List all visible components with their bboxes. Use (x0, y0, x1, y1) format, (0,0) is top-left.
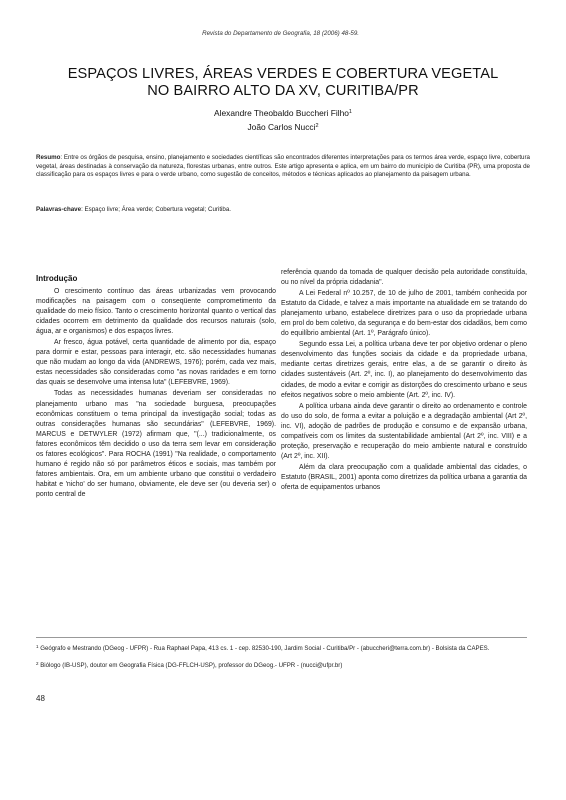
title-line-2: NO BAIRRO ALTO DA XV, CURITIBA/PR (147, 83, 419, 99)
keywords-label: Palavras-chave (36, 206, 82, 213)
paragraph-continuation: referência quando da tomada de qualquer decisão pela autoridade constituída, ou no nível da própria cidadania". (281, 269, 527, 287)
author-2 (40, 120, 526, 134)
paragraph: A política urbana ainda deve garantir o direito ao ordenamento e controle do uso do solo, de forma a evitar a poluição e a degradação ambiental (Art 2º, inc. VI), adoção de padrões de produção e consumo e de expansão urbana, compatíveis com os limites da sustentabilidade ambiental (Art 2º, inc. VIII) e a proteção, preservação e recuperação do meio ambiente natural e construído (Art 2º, inc. XII). (281, 402, 527, 460)
footnote-mark: 1 (36, 644, 39, 649)
article-title (40, 66, 526, 100)
abstract-text: : Entre os órgãos de pesquisa, ensino, planejamento e sociedades científicas são encontrados diferentes interpretações para os termos área verde, espaço livre, cobertura vegetal, áreas destinadas à conservação da natureza, florestas urbanas, entre outros. Este artigo apresenta e aplica, em um bairro do município de Curitiba (PR), uma proposta de classificação para os espaços livres e para o verde urbano, como sugestão de conceitos, métodos e técnicas aplicados ao planejamento da paisagem urbana. (36, 154, 530, 179)
section-heading: Introdução (36, 274, 78, 283)
author-list (40, 106, 526, 134)
keywords-text: : Espaço livre; Área verde; Cobertura vegetal; Curitiba. (81, 206, 232, 213)
abstract (36, 154, 530, 180)
author-1 (40, 106, 526, 120)
author-footnote-mark: 2 (315, 123, 319, 129)
right-column (281, 268, 527, 494)
journal-header: Revista do Departamento de Geografia, 18 (2006) 48-59. (202, 30, 359, 37)
paragraph: A Lei Federal nº 10.257, de 10 de julho de 2001, também conhecida por Estatuto da Cidade, e talvez a mais importante na atualidade em se tratando do planejamento urbano, estabelece diretrizes para o uso da propriedade urbana em prol do bem coletivo, da segurança e do bem-estar dos cidadãos, bem como do equilíbrio ambiental (Art. 1º, Parágrafo único). (281, 290, 527, 338)
page-number: 48 (36, 694, 45, 703)
paragraph: O crescimento contínuo das áreas urbanizadas vem provocando modificações na paisagem com o conseqüente comprometimento da qualidade do meio físico. Tanto o crescimento horizontal quanto o vertical das cidades ocorrem em detrimento da qualidade dos recursos naturais (solo, água, ar e organismos) e dos espaços livres. (36, 288, 276, 336)
footnote-2 (36, 659, 527, 670)
abstract-label: Resumo (36, 154, 61, 161)
paragraph: Além da clara preocupação com a qualidade ambiental das cidades, o Estatuto (BRASIL, 2001) aponta como diretrizes da política urbana a garantia da oferta de equipamentos urbanos (281, 463, 527, 491)
paragraph: Ar fresco, água potável, certa quantidade de alimento por dia, espaço para dormir e estar, pessoas para interagir, etc. são necessidades humanas que não mudam ao longo da vida (ANDREWS, 1976); porém, cada vez mais, estas necessidades são consideradas como "as novas raridades e em torno das quais se desenvolve uma intensa luta" (LEFEBVRE, 1969). (36, 339, 276, 387)
keywords (36, 206, 530, 214)
title-line-1: ESPAÇOS LIVRES, ÁREAS VERDES E COBERTURA VEGETAL (67, 66, 499, 82)
author-name: Alexandre Theobaldo Buccheri Filho (214, 108, 349, 118)
paragraph: Segundo essa Lei, a política urbana deve ter por objetivo ordenar o pleno desenvolvimento das funções sociais da cidade e da propriedade urbana, mediante certas diretrizes gerais, entre elas, a de se garantir o direito às cidades sustentáveis (Art. 2º, inc. I), ao planejamento do desenvolvimento das cidades, de modo a evitar e corrigir as distorções do crescimento urbano e seus efeitos negativos sobre o meio ambiente (Art. 2º, inc. IV). (281, 341, 527, 399)
footnote-mark: 2 (36, 661, 39, 666)
paragraph: Todas as necessidades humanas deveriam ser consideradas no planejamento urbano mas "na sociedade burguesa, preocupações econômicas constituem o tema principal da investigação social; todas as outras considerações humanas são secundárias" (LEFEBVRE, 1969). MARCUS e DETWYLER (1972) afirmam que, "(...) tradicionalmente, os fatores econômicos têm decidido o uso da terra sem levar em consideração os fatores ecológicos". Para ROCHA (1991) "Na realidade, o comportamento humano é regido não só por parâmetros éticos e sociais, mas também por fatores ambientais. Ora, em um ambiente urbano que constitui o verdadeiro habitat e 'nicho' do ser humano, obviamente, ele deve ser (ou deveria ser) o ponto central de (36, 390, 276, 498)
footnote-text: Biólogo (IB-USP), doutor em Geografia Física (DG-FFLCH-USP), professor do DGeog.- UFPR - (nucci@ufpr.br) (38, 662, 343, 669)
footnote-divider (36, 637, 527, 638)
footnotes (36, 642, 527, 676)
author-name: João Carlos Nucci (247, 122, 316, 132)
footnote-1 (36, 642, 527, 653)
footnote-text: Geógrafo e Mestrando (DGeog - UFPR) - Rua Raphael Papa, 413 cs. 1 - cep. 82530-190, Jardim Social - Curitiba/Pr - (abuccheri@terra.com.br) - Bolsista da CAPES. (38, 645, 490, 652)
left-column (36, 273, 276, 501)
author-footnote-mark: 1 (348, 109, 352, 115)
